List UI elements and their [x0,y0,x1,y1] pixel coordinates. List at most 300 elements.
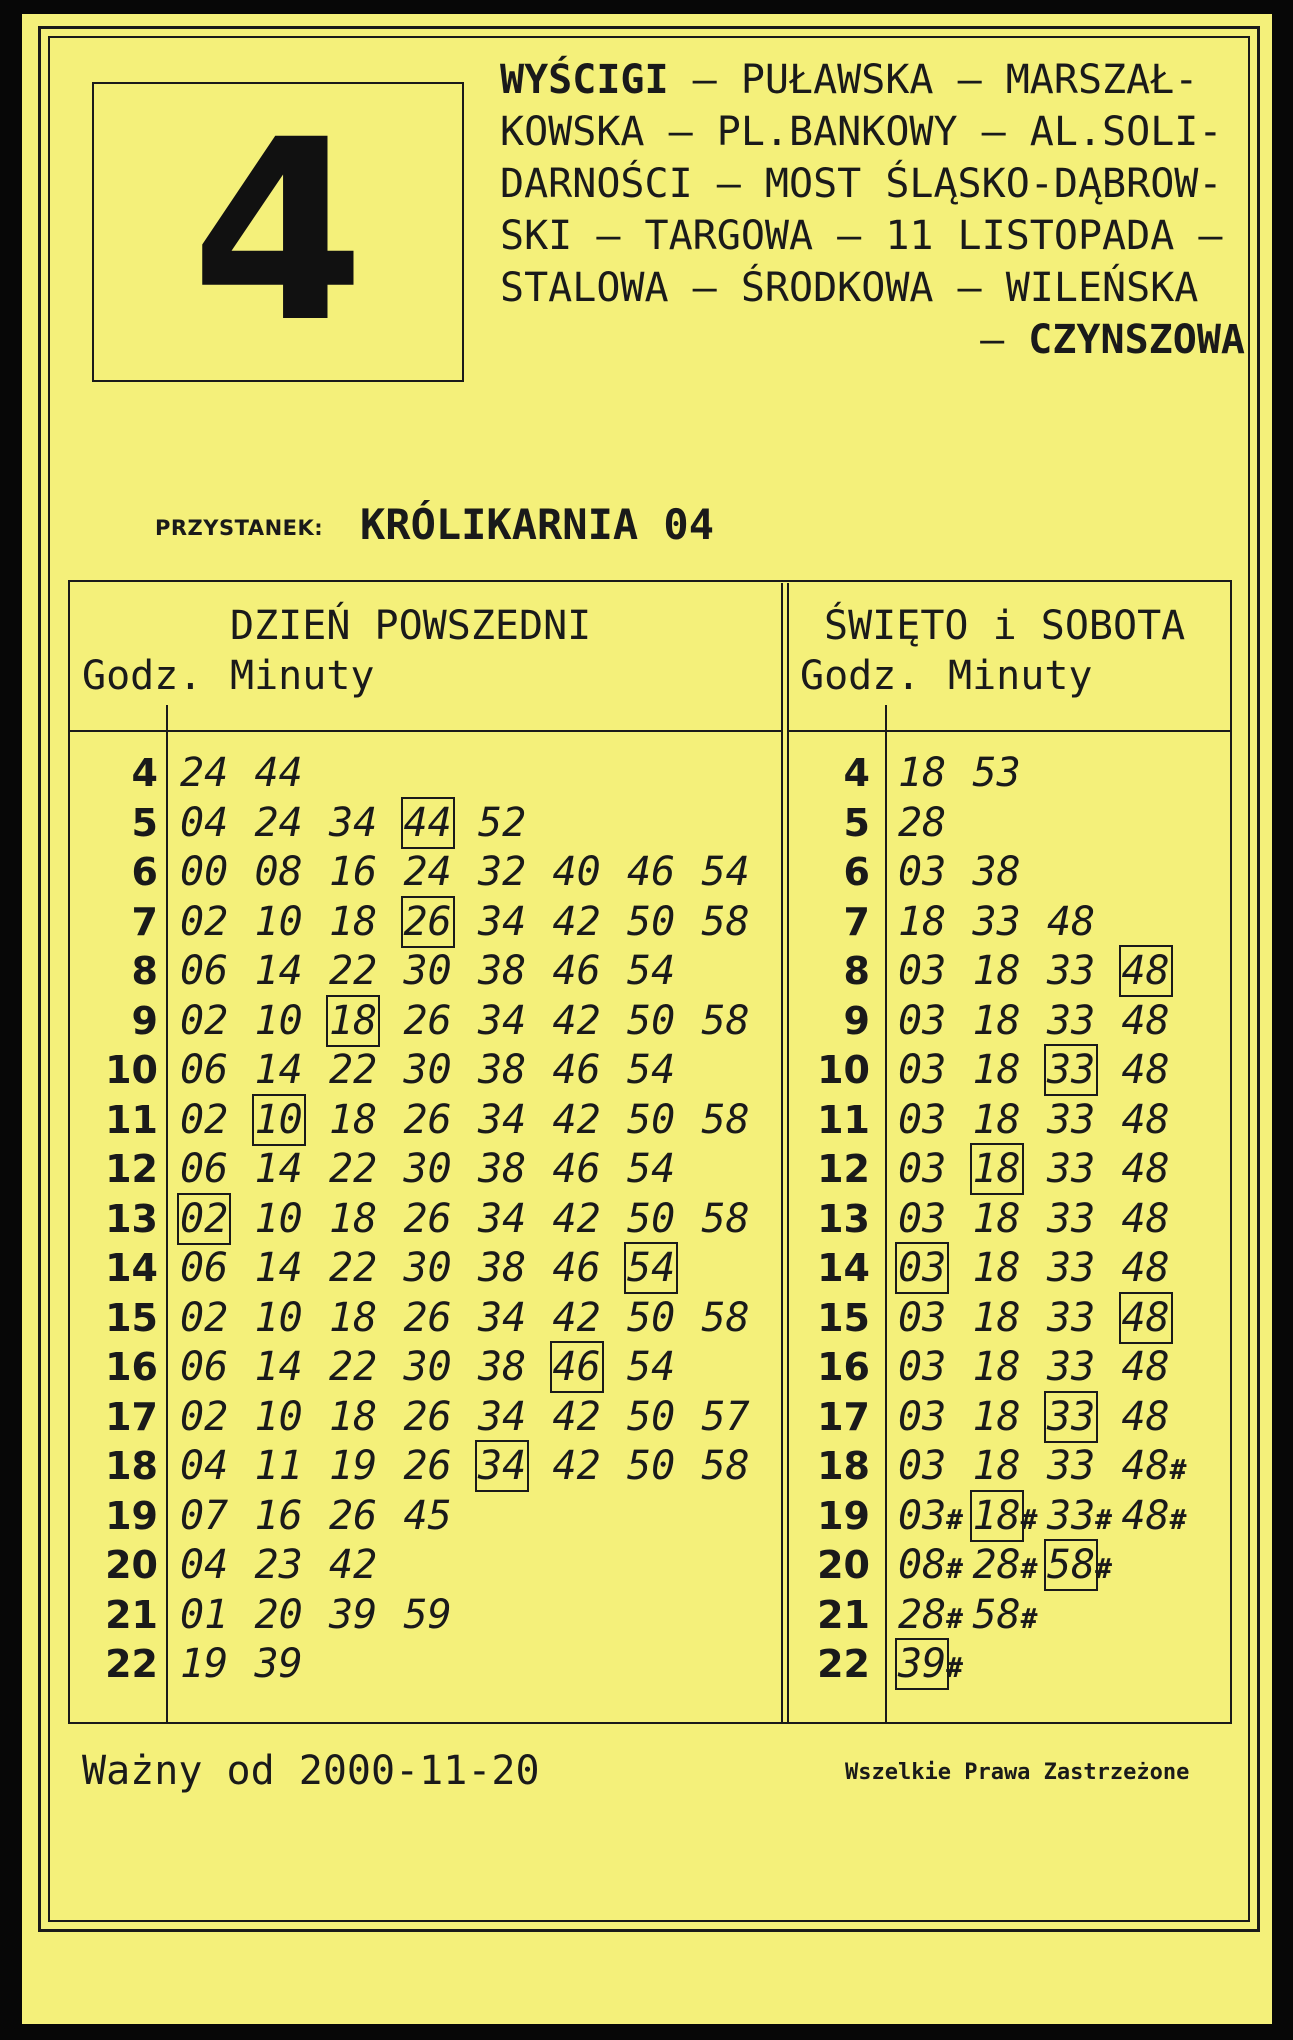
minute-value: 18 [972,1492,1021,1539]
hour-label: 20 [105,1543,158,1587]
footnote-mark: # [946,1502,964,1536]
departure-minute [973,946,1045,996]
departure-minute [973,1342,1045,1392]
minute-value: 24 [180,750,229,796]
holiday-row [0,897,1293,947]
minute-value: 39 [329,1591,378,1638]
minute-value: 30 [403,948,452,994]
minute-value: 24 [254,799,303,846]
departure-minute [973,1095,1045,1145]
minute-value: 34 [478,1443,527,1489]
route-terminus: CZYNSZOWA [1028,317,1245,363]
holiday-row [0,1045,1293,1095]
footnote-mark: # [1020,1502,1038,1536]
minute-value: 19 [329,1443,378,1489]
minute-value: 26 [403,1096,452,1143]
holiday-row [0,1293,1293,1343]
hour-label: 4 [131,751,158,795]
minute-value: 26 [403,1393,452,1440]
hour-label: 5 [131,800,158,845]
minute-value: 50 [627,1195,676,1242]
minute-value: 48 [1121,1492,1170,1539]
minute-value: 30 [403,1245,452,1291]
minute-value: 48 [1121,1195,1170,1242]
minute-value: 26 [403,1443,452,1489]
hour-label: 17 [817,1394,870,1439]
minute-value: 28 [972,1542,1021,1588]
minute-value: 03 [898,1096,947,1143]
hour-label: 12 [817,1147,870,1191]
minute-value: 10 [254,1393,303,1440]
minute-value: 34 [478,1195,527,1242]
minute-value: 19 [180,1641,229,1687]
minute-value: 46 [627,849,676,895]
minute-value: 48 [1047,898,1096,945]
minute-value: 38 [478,1146,527,1192]
holiday-header-rule [789,730,1230,732]
minute-value: 40 [552,849,601,895]
minute-value: 48 [1121,1146,1170,1192]
departure-minute [1122,1392,1194,1442]
departure-minute [1047,1293,1119,1343]
minute-value: 02 [180,1294,229,1341]
minute-value: 02 [180,1393,229,1440]
minute-value: 48 [1121,1245,1170,1291]
minute-value: 20 [254,1591,303,1638]
departure-minute [898,798,970,848]
minute-value: 42 [552,1294,601,1341]
minute-value: 26 [403,1195,452,1242]
minute-value: 22 [329,1047,378,1093]
minute-value: 33 [1047,1096,1096,1143]
minute-value: 08 [898,1542,947,1588]
minute-value: 03 [898,1492,947,1539]
minute-value: 08 [254,849,303,895]
minute-value: 34 [478,1096,527,1143]
hour-label: 18 [105,1444,158,1488]
minute-value: 33 [1047,1492,1096,1539]
holiday-minutes-header: Minuty [948,653,1093,699]
minute-value: 39 [254,1641,303,1687]
minute-value: 22 [329,1245,378,1291]
minute-value: 42 [552,997,601,1044]
minute-value: 38 [478,1344,527,1390]
holiday-row [0,847,1293,897]
departure-minute [1122,1144,1194,1194]
stop-name: KRÓLIKARNIA 04 [360,500,715,549]
footnote-mark: # [1169,1502,1187,1536]
departure-minute [898,1590,970,1644]
departure-minute [1122,1243,1194,1293]
minute-value: 33 [1047,1294,1096,1341]
hour-label: 8 [131,949,158,993]
minute-value: 33 [1047,997,1096,1044]
holiday-row [0,946,1293,996]
minute-value: 42 [552,898,601,945]
minute-value: 48 [1121,1344,1170,1390]
minute-value: 06 [180,1146,229,1192]
minute-value: 42 [552,1096,601,1143]
route-text: SKI – TARGOWA – 11 LISTOPADA – [500,213,1223,259]
route-description [500,54,1245,366]
minute-value: 10 [254,997,303,1044]
departure-minute-boxed [1122,1293,1194,1343]
hour-label: 10 [105,1048,158,1092]
minute-value: 18 [972,997,1021,1044]
minute-value: 04 [180,799,229,846]
footnote-mark: # [1020,1601,1038,1635]
departure-minute [1047,1342,1119,1392]
hour-label: 22 [105,1642,158,1686]
minute-value: 04 [180,1443,229,1489]
departure-minute [1122,1491,1194,1545]
departure-minute [898,1095,970,1145]
minute-value: 42 [552,1195,601,1242]
minute-value: 16 [254,1492,303,1539]
departure-minute [1047,1095,1119,1145]
holiday-row [0,1243,1293,1293]
route-terminus: WYŚCIGI [500,57,669,103]
departure-minute [1047,996,1119,1046]
departure-minute [973,996,1045,1046]
route-line [500,262,1245,314]
minute-value: 46 [552,1344,601,1390]
holiday-row [0,748,1293,798]
minute-value: 18 [972,948,1021,994]
hour-label: 9 [131,998,158,1043]
minute-value: 38 [972,849,1021,895]
departure-minute [1122,1045,1194,1095]
minute-value: 33 [1047,1393,1096,1440]
hour-label: 10 [817,1048,870,1092]
departure-minute [973,847,1045,897]
hour-label: 21 [817,1592,870,1637]
minute-value: 03 [898,1195,947,1242]
minute-value: 42 [552,1393,601,1440]
departure-minute [898,1293,970,1343]
departure-minute [898,1045,970,1095]
minute-value: 34 [478,898,527,945]
hour-label: 4 [843,751,870,795]
route-text: STALOWA – ŚRODKOWA – WILEŃSKA [500,265,1199,311]
minute-value: 48 [1121,1096,1170,1143]
route-text: – PUŁAWSKA – MARSZAŁ- [668,57,1199,103]
minute-value: 18 [329,1393,378,1440]
holiday-row [0,1342,1293,1392]
departure-minute-boxed [898,1243,970,1293]
hour-label: 9 [843,998,870,1043]
route-line [500,158,1245,210]
departure-minute-boxed [898,1639,970,1693]
minute-value: 46 [552,1245,601,1291]
holiday-title: ŚWIĘTO i SOBOTA [824,603,1186,649]
minute-value: 38 [478,1245,527,1291]
departure-minute [1122,1342,1194,1392]
holiday-row [0,1639,1293,1689]
holiday-row [0,1491,1293,1541]
minute-value: 22 [329,1146,378,1192]
minute-value: 33 [1047,1344,1096,1390]
departure-minute [973,897,1045,947]
minute-value: 42 [329,1542,378,1588]
departure-minute [898,1342,970,1392]
minute-value: 30 [403,1344,452,1390]
hour-label: 6 [843,850,870,894]
departure-minute [973,1540,1045,1594]
minute-value: 18 [329,1294,378,1341]
minute-value: 38 [478,948,527,994]
minute-value: 54 [627,1344,676,1390]
minute-value: 18 [972,1294,1021,1341]
departure-minute [973,1293,1045,1343]
minute-value: 03 [898,1047,947,1093]
minute-value: 01 [180,1591,229,1638]
minute-value: 28 [898,1591,947,1638]
departure-minute [1047,1491,1119,1545]
minute-value: 52 [478,799,527,846]
minute-value: 58 [972,1591,1021,1638]
minute-value: 06 [180,1245,229,1291]
minute-value: 18 [329,997,378,1044]
minute-value: 10 [254,1096,303,1143]
hour-label: 6 [131,850,158,894]
minute-value: 54 [627,1245,676,1291]
hour-label: 22 [817,1642,870,1686]
holiday-row [0,1540,1293,1590]
departure-minute [898,847,970,897]
minute-value: 44 [403,799,452,846]
minute-value: 03 [898,849,947,895]
minute-value: 33 [1047,948,1096,994]
minute-value: 34 [478,1393,527,1440]
hour-label: 16 [105,1345,158,1389]
departure-minute [1047,946,1119,996]
footnote-mark: # [946,1651,964,1684]
minute-value: 39 [898,1641,947,1687]
minute-value: 48 [1121,1047,1170,1093]
hour-label: 17 [105,1394,158,1439]
minute-value: 57 [701,1393,750,1440]
minute-value: 18 [972,1393,1021,1440]
route-text: KOWSKA – PL.BANKOWY – AL.SOLI- [500,109,1223,155]
minute-value: 33 [972,898,1021,945]
minute-value: 18 [329,898,378,945]
line-number-box [92,82,464,382]
hour-label: 7 [843,899,870,944]
holiday-row [0,1194,1293,1244]
stop-label: PRZYSTANEK: [155,516,324,540]
hour-label: 18 [817,1444,870,1488]
minute-value: 32 [478,849,527,895]
minute-value: 10 [254,1195,303,1242]
minute-value: 34 [329,799,378,846]
minute-value: 58 [701,1294,750,1341]
departure-minute [1122,996,1194,1046]
holiday-row [0,996,1293,1046]
minute-value: 18 [972,1096,1021,1143]
hour-label: 19 [817,1493,870,1538]
minute-value: 58 [1047,1542,1096,1588]
minute-value: 34 [478,1294,527,1341]
hour-label: 19 [105,1493,158,1538]
departure-minute [1047,1441,1119,1491]
holiday-hour-header: Godz. [800,653,921,699]
route-line [500,106,1245,158]
copyright-notice: Wszelkie Prawa Zastrzeżone [845,1760,1190,1785]
departure-minute-boxed [1047,1540,1119,1594]
minute-value: 02 [180,898,229,945]
minute-value: 50 [627,997,676,1044]
footnote-mark: # [946,1552,964,1585]
minute-value: 14 [254,1245,303,1291]
minute-value: 42 [552,1443,601,1489]
minute-value: 33 [1047,1146,1096,1192]
minute-value: 18 [972,1146,1021,1192]
minute-value: 50 [627,1443,676,1489]
minute-value: 46 [552,1047,601,1093]
hour-label: 13 [105,1196,158,1241]
minute-value: 59 [403,1591,452,1638]
holiday-row [0,1144,1293,1194]
minute-value: 18 [972,1245,1021,1291]
departure-minute [1047,1144,1119,1194]
minute-value: 02 [180,1195,229,1242]
holiday-row [0,1590,1293,1640]
minute-value: 11 [254,1443,303,1489]
hour-label: 8 [843,949,870,993]
minute-value: 30 [403,1146,452,1192]
footnote-mark: # [1095,1552,1113,1585]
minute-value: 50 [627,1393,676,1440]
minute-value: 58 [701,997,750,1044]
line-number: 4 [191,86,365,377]
minute-value: 30 [403,1047,452,1093]
minute-value: 54 [701,849,750,895]
minute-value: 45 [403,1492,452,1539]
minute-value: 07 [180,1492,229,1539]
departure-minute [973,1392,1045,1442]
minute-value: 54 [627,948,676,994]
minute-value: 10 [254,898,303,945]
departure-minute [1122,1441,1194,1495]
departure-minute [1122,1194,1194,1244]
route-line [500,54,1245,106]
footnote-mark: # [1020,1552,1038,1585]
minute-value: 48 [1121,1443,1170,1489]
minute-value: 03 [898,1393,947,1440]
hour-label: 11 [105,1097,158,1142]
departure-minute [1047,1243,1119,1293]
minute-value: 18 [329,1096,378,1143]
departure-minute [898,1540,970,1594]
minute-value: 23 [254,1542,303,1588]
hour-label: 14 [817,1246,870,1290]
valid-from: Ważny od 2000-11-20 [82,1748,540,1794]
route-line [500,210,1245,262]
minute-value: 14 [254,948,303,994]
minute-value: 00 [180,849,229,895]
minute-value: 10 [254,1294,303,1341]
departure-minute [898,946,970,996]
minute-value: 14 [254,1047,303,1093]
departure-minute [898,897,970,947]
holiday-row [0,798,1293,848]
minute-value: 34 [478,997,527,1044]
departure-minute [898,996,970,1046]
holiday-row [0,1392,1293,1442]
hour-label: 7 [131,899,158,944]
minute-value: 16 [329,849,378,895]
minute-value: 03 [898,1344,947,1390]
departure-minute [898,1491,970,1545]
minute-value: 50 [627,898,676,945]
departure-minute [973,1194,1045,1244]
minute-value: 33 [1047,1195,1096,1242]
departure-minute [973,1045,1045,1095]
minute-value: 48 [1121,948,1170,994]
route-line [500,314,1245,366]
minute-value: 14 [254,1344,303,1390]
minute-value: 22 [329,1344,378,1390]
minute-value: 03 [898,1245,947,1291]
hour-label: 15 [817,1295,870,1340]
departure-minute [973,748,1045,798]
minute-value: 26 [403,1294,452,1341]
minute-value: 18 [972,1195,1021,1242]
minute-value: 03 [898,1294,947,1341]
minute-value: 53 [972,750,1021,796]
minute-value: 58 [701,1195,750,1242]
minute-value: 22 [329,948,378,994]
minute-value: 26 [403,997,452,1044]
departure-minute [898,1194,970,1244]
minute-value: 50 [627,1294,676,1341]
hour-label: 15 [105,1295,158,1340]
minute-value: 18 [972,1047,1021,1093]
departure-minute-boxed [973,1144,1045,1194]
minute-value: 04 [180,1542,229,1588]
departure-minute-boxed [973,1491,1045,1545]
minute-value: 50 [627,1096,676,1143]
minute-value: 03 [898,997,947,1044]
hour-label: 5 [843,800,870,845]
minute-value: 06 [180,948,229,994]
hour-label: 16 [817,1345,870,1389]
weekday-title: DZIEŃ POWSZEDNI [230,603,592,649]
minute-value: 03 [898,948,947,994]
route-text: – [980,317,1029,363]
minute-value: 14 [254,1146,303,1192]
minute-value: 58 [701,1096,750,1143]
minute-value: 48 [1121,1294,1170,1341]
departure-minute [898,748,970,798]
departure-minute [1047,897,1119,947]
departure-minute [1122,1095,1194,1145]
minute-value: 54 [627,1146,676,1192]
hour-label: 21 [105,1592,158,1637]
hour-label: 14 [105,1246,158,1290]
minute-value: 18 [898,898,947,945]
minute-value: 24 [403,849,452,895]
departure-minute [898,1144,970,1194]
weekday-header-rule [70,730,781,732]
departure-minute [1047,1194,1119,1244]
hour-label: 20 [817,1543,870,1587]
minute-value: 58 [701,1443,750,1489]
holiday-row [0,1441,1293,1491]
departure-minute [973,1243,1045,1293]
hour-label: 13 [817,1196,870,1241]
